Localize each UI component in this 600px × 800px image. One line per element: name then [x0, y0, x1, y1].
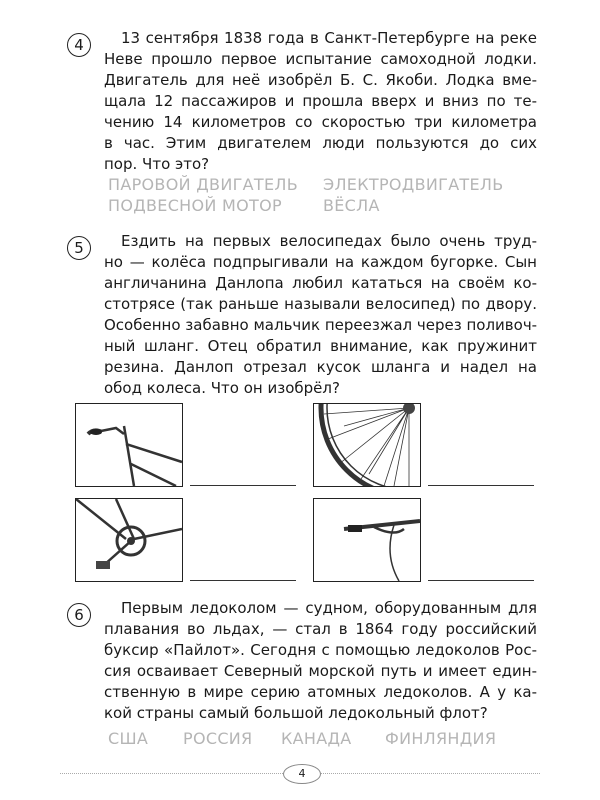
- text-line: Неве прошло первое испытание самоходной лодки.: [104, 50, 537, 68]
- question-number-6: 6: [67, 603, 91, 627]
- question-number-5: 5: [67, 236, 91, 260]
- answer-option[interactable]: США: [108, 729, 149, 748]
- bicycle-handlebar-brake-image: [313, 498, 421, 582]
- text-line: ственную в мире серию атомных ледоколов. А у ка-: [104, 683, 537, 701]
- answer-line[interactable]: [428, 485, 534, 486]
- page-number: 4: [283, 764, 321, 784]
- answer-option[interactable]: ФИНЛЯНДИЯ: [385, 729, 497, 748]
- text-line: кой страны самый большой ледокольный флот?: [104, 704, 488, 722]
- text-line: Двигатель для неё изобрёл Б. С. Якоби. Лодка вме-: [104, 71, 537, 89]
- text-line: ный шланг. Отец обратил внимание, как пружинит: [104, 337, 537, 355]
- text-line: Особенно забавно мальчик переезжал через поливоч-: [104, 316, 538, 334]
- answer-option[interactable]: ЭЛЕКТРОДВИГАТЕЛЬ: [323, 175, 504, 194]
- text-line: буксир «Пайлот». Сегодня с помощью ледоколов Рос-: [104, 641, 537, 659]
- text-line: резина. Данлоп отрезал кусок шланга и надел на: [104, 358, 537, 376]
- bicycle-wheel-image: [313, 403, 421, 487]
- footer-divider: [60, 773, 285, 774]
- text-line: пор. Что это?: [104, 155, 210, 173]
- answer-option[interactable]: ПАРОВОЙ ДВИГАТЕЛЬ: [108, 175, 298, 194]
- text-line: плавания во льдах, — стал в 1864 году российский: [104, 620, 537, 638]
- text-line: чению 14 километров со скоростью три километра: [104, 113, 537, 131]
- text-line: обод колеса. Что он изобрёл?: [104, 379, 340, 397]
- text-line: щала 12 пассажиров и прошла вверх и вниз по те-: [104, 92, 537, 110]
- text-line: 13 сентября 1838 года в Санкт-Петербурге на реке: [121, 29, 537, 47]
- answer-line[interactable]: [190, 580, 296, 581]
- bicycle-frame-image: [75, 403, 183, 487]
- text-line: англичанина Данлопа любил кататься на своём ко-: [104, 274, 537, 292]
- text-line: стотрясе (так раньше называли велосипед) по двору.: [104, 295, 537, 313]
- text-line: Первым ледоколом — судном, оборудованным для: [121, 599, 537, 617]
- question-4-text: [104, 28, 537, 175]
- footer-divider: [318, 773, 540, 774]
- question-number-4: 4: [67, 33, 91, 57]
- text-line: сия осваивает Северный морской путь и имеет един-: [104, 662, 537, 680]
- text-line: Ездить на первых велосипедах было очень труд-: [121, 232, 537, 250]
- text-line: в час. Этим двигателем люди пользуются до сих: [104, 134, 537, 152]
- answer-line[interactable]: [190, 485, 296, 486]
- answer-line[interactable]: [428, 580, 534, 581]
- answer-option[interactable]: ПОДВЕСНОЙ МОТОР: [108, 196, 282, 215]
- question-6-text: [104, 598, 537, 724]
- question-5-text: [104, 231, 537, 399]
- answer-option[interactable]: КАНАДА: [281, 729, 352, 748]
- bicycle-pedals-chain-image: [75, 498, 183, 582]
- text-line: но — колёса подпрыгивали на каждом бугорке. Сын: [104, 253, 537, 271]
- answer-option[interactable]: ВЁСЛА: [323, 196, 380, 215]
- answer-option[interactable]: РОССИЯ: [183, 729, 253, 748]
